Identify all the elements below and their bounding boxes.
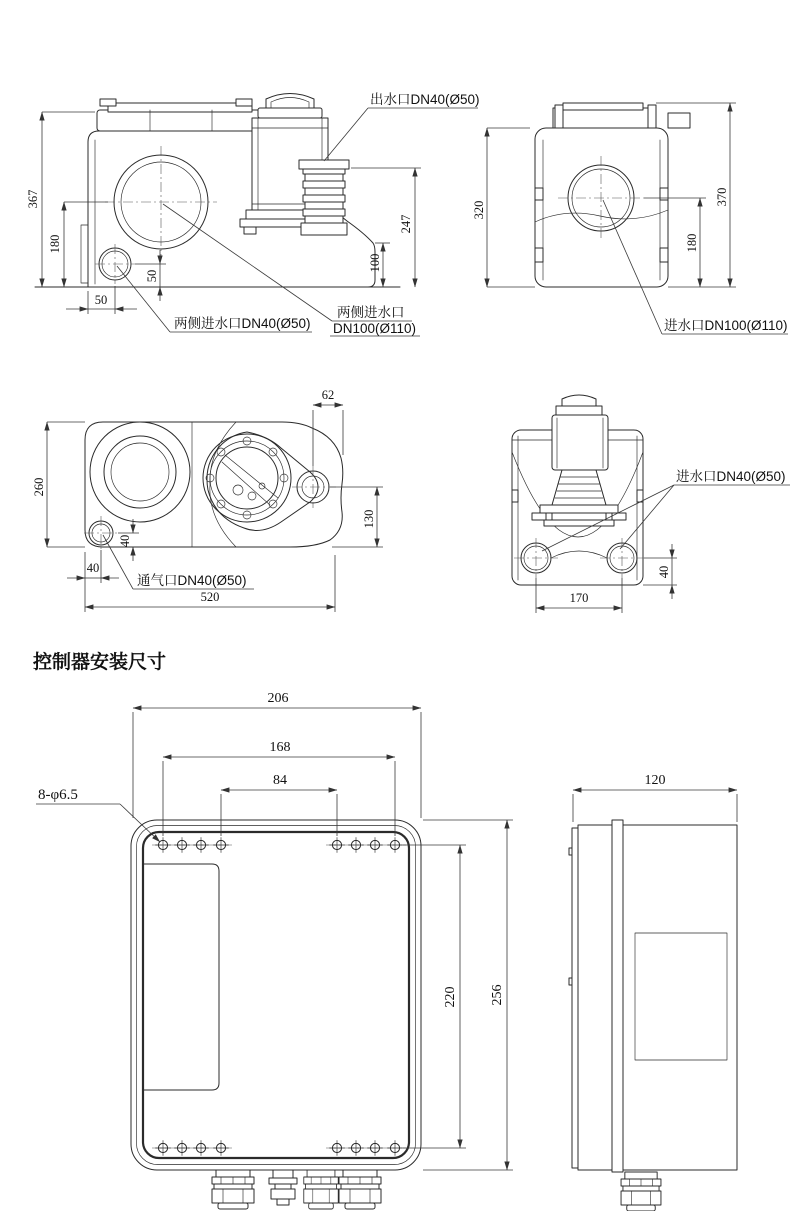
- dim-top-outlet-edge-offset: 62: [321, 388, 335, 402]
- controller-side-view: [569, 773, 737, 1211]
- dim-top-vent-offset-x: 40: [86, 561, 100, 575]
- dim-ctrl-hole-span-inner: 84: [273, 773, 287, 788]
- label-outlet-dn40: 出水口DN40(Ø50): [370, 92, 480, 107]
- pump-rear-view: [512, 395, 790, 613]
- dim-side-inlet-center-height: 180: [685, 233, 699, 253]
- dim-side-total-height: 370: [715, 187, 729, 207]
- dim-top-vent-offset-y: 40: [118, 534, 132, 548]
- label-side-inlet-dn100-line2: DN100(Ø110): [333, 321, 417, 336]
- dim-ctrl-overall-height: 256: [490, 984, 505, 1006]
- dim-front-inlet-offset-v: 50: [145, 269, 159, 283]
- dim-rear-inlet-center-height: 40: [657, 565, 671, 579]
- dim-rear-inlet-spacing: 170: [569, 591, 589, 605]
- controller-front-view: [36, 691, 513, 1209]
- dim-front-outlet-height: 247: [399, 214, 413, 234]
- dim-side-body-height: 320: [472, 200, 486, 220]
- dim-front-inlet-center-height: 180: [48, 234, 62, 254]
- dim-front-total-height: 367: [26, 189, 40, 209]
- label-rear-inlet-dn40: 进水口DN40(Ø50): [676, 469, 786, 484]
- dim-ctrl-side-depth: 120: [644, 773, 666, 788]
- dim-ctrl-hole-span-vertical: 220: [443, 986, 458, 1008]
- label-inlet-dn100: 进水口DN100(Ø110): [664, 318, 788, 333]
- label-side-inlet-dn40: 两侧进水口DN40(Ø50): [174, 316, 311, 331]
- pump-top-view: [32, 388, 383, 612]
- pump-side-view: [472, 103, 788, 334]
- dim-ctrl-overall-width: 206: [267, 691, 289, 706]
- dim-front-inlet-offset-h: 50: [94, 293, 108, 307]
- dim-top-width: 520: [200, 590, 220, 604]
- dim-ctrl-hole-span-outer: 168: [269, 740, 291, 755]
- pump-front-view: [26, 91, 480, 336]
- label-side-inlet-dn100-line1: 两侧进水口: [337, 305, 405, 320]
- label-vent-dn40: 通气口DN40(Ø50): [137, 573, 247, 588]
- dim-top-depth: 260: [32, 477, 46, 497]
- dim-front-rear-body-height: 100: [368, 253, 382, 273]
- section-title-controller-dims: 控制器安装尺寸: [33, 652, 167, 673]
- dim-top-outlet-center-offset: 130: [362, 509, 376, 529]
- dim-ctrl-hole-spec: 8-φ6.5: [38, 787, 78, 803]
